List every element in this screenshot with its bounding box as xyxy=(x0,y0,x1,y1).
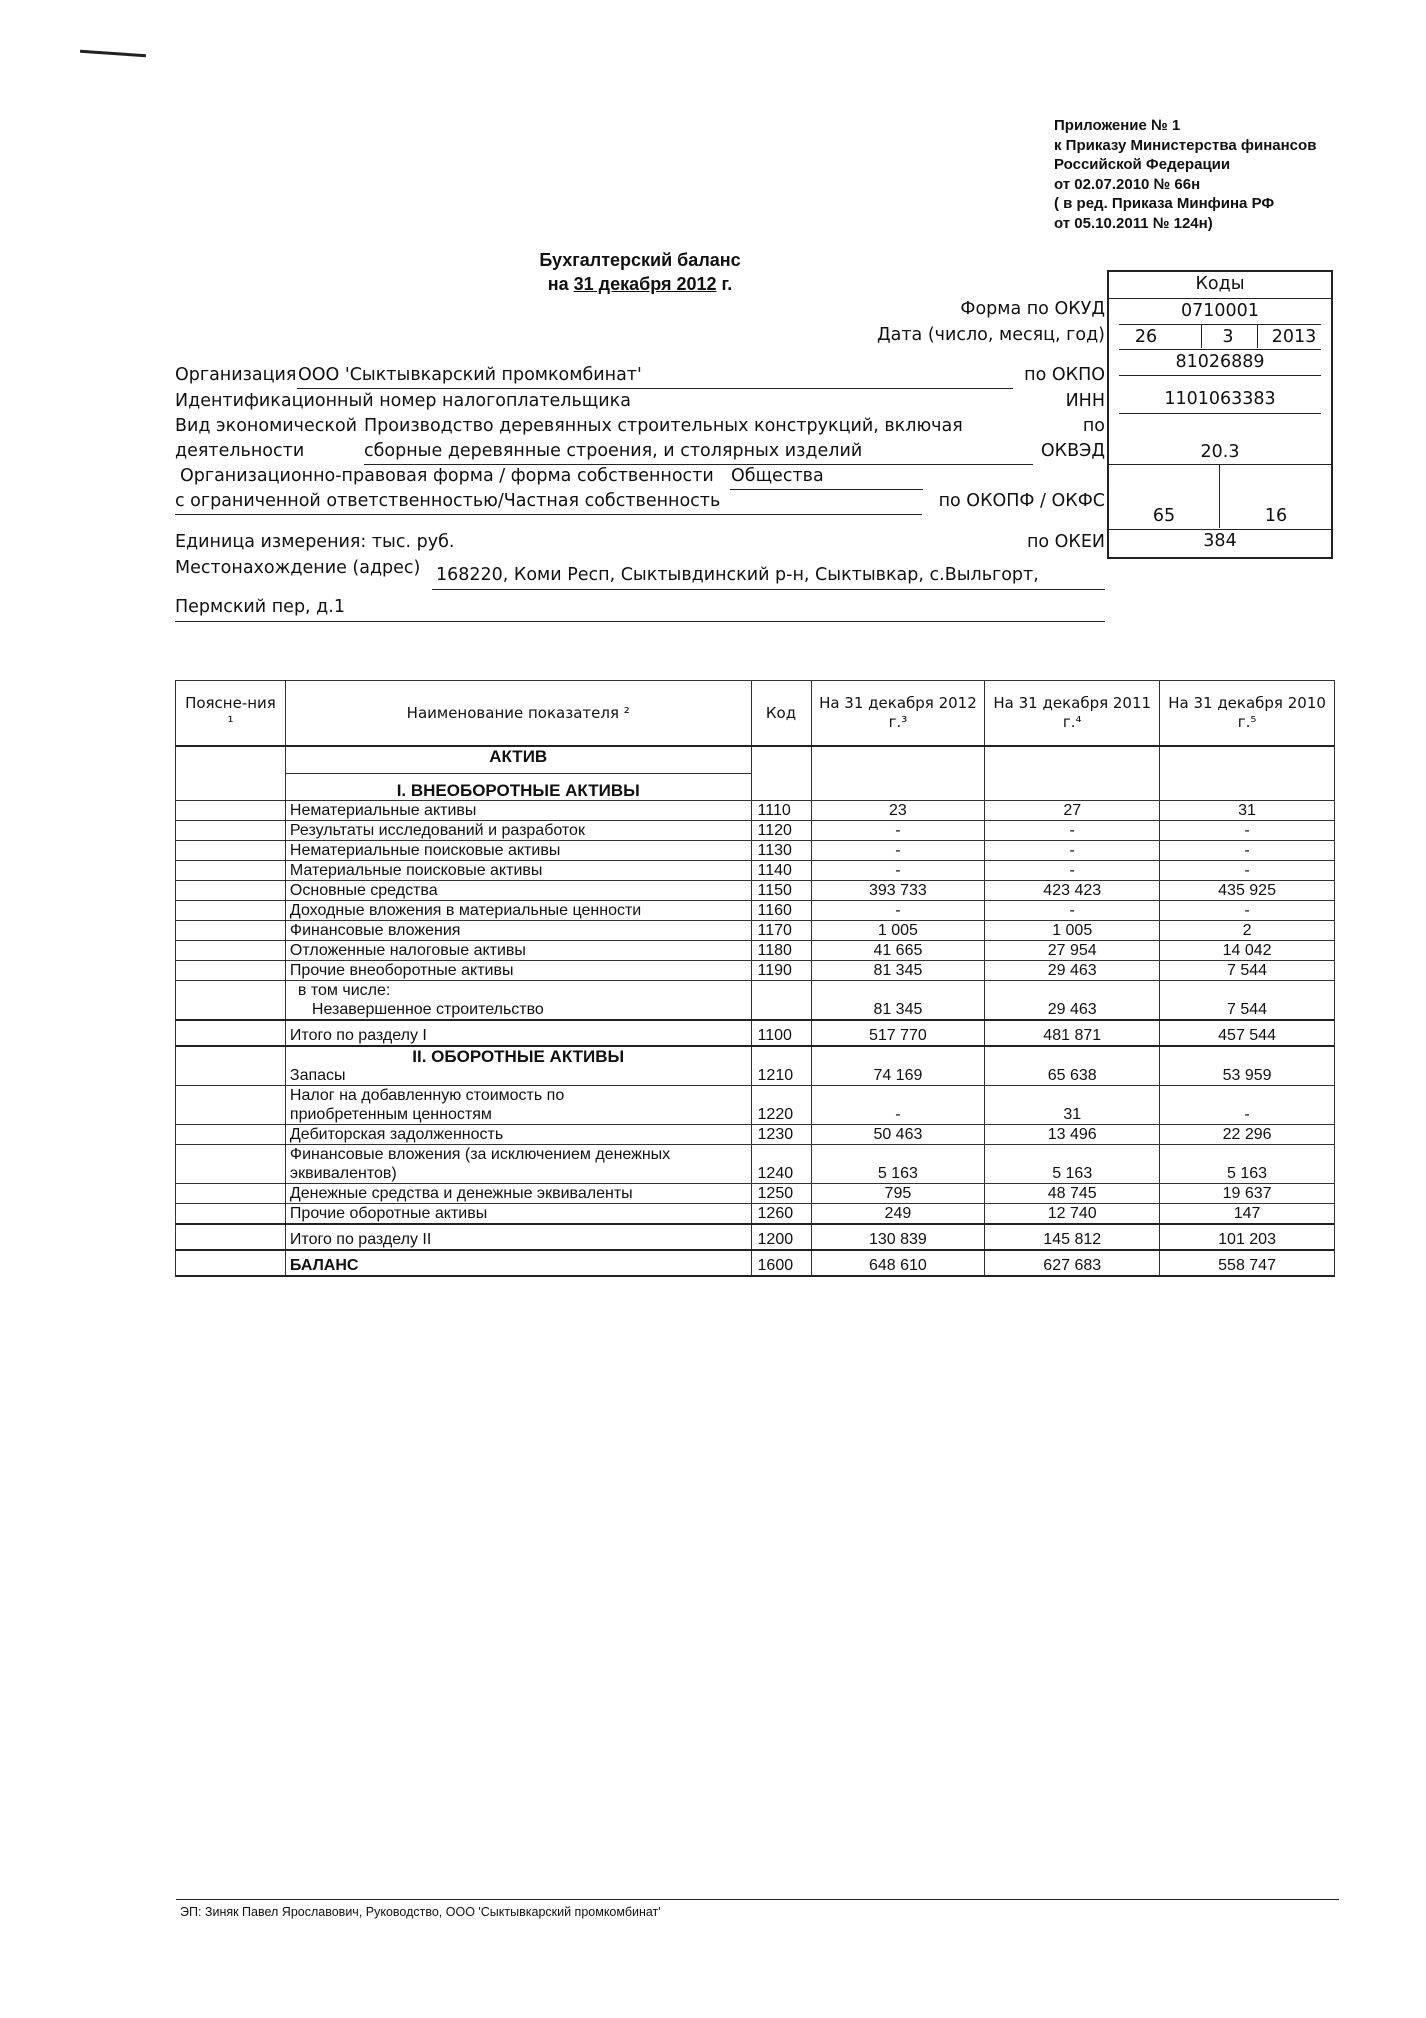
aktiv-heading: АКТИВ xyxy=(285,746,751,774)
title-date: 31 декабря 2012 xyxy=(573,274,717,294)
row-name: Отложенные налоговые активы xyxy=(285,941,751,961)
row-value-2010: - xyxy=(1160,841,1335,861)
activity-label: Вид экономической xyxy=(175,416,358,436)
total-row xyxy=(176,1224,1335,1250)
notes-cell xyxy=(176,841,286,861)
activity-value-2: сборные деревянные строения, и столярных изделий xyxy=(364,441,863,461)
codes-box xyxy=(1107,270,1333,559)
title-prefix: на xyxy=(547,274,574,294)
document-title xyxy=(460,248,820,296)
legal-underline xyxy=(730,489,923,490)
row-value-2012: 50 463 xyxy=(811,1125,985,1145)
notes-cell xyxy=(176,821,286,841)
table-header-row xyxy=(176,681,1335,747)
unit-label: Единица измерения: тыс. руб. xyxy=(175,532,455,552)
header-code: Код xyxy=(751,681,811,747)
org-name: ООО 'Сыктывкарский промкомбинат' xyxy=(298,365,642,385)
row-value-2012: 393 733 xyxy=(811,881,985,901)
row-value-2012: 1 005 xyxy=(811,921,985,941)
header-2012: На 31 декабря 2012 г.³ xyxy=(811,681,985,747)
row-value-2012: - xyxy=(811,841,985,861)
row-code: 1140 xyxy=(751,861,811,881)
okved-label: ОКВЭД xyxy=(1040,441,1105,461)
row-value-2012: 648 610 xyxy=(811,1250,985,1276)
row-value-2012: 517 770 xyxy=(811,1020,985,1046)
row-value-2011: 12 740 xyxy=(985,1204,1160,1225)
row-value-2012: 81 345 xyxy=(811,981,985,1021)
row-value-2011: 627 683 xyxy=(985,1250,1160,1276)
okud-label: Форма по ОКУД xyxy=(960,299,1105,319)
row-code: 1600 xyxy=(751,1250,811,1276)
row-value-2011: 27 954 xyxy=(985,941,1160,961)
row-name xyxy=(285,981,751,1021)
row-code: 1220 xyxy=(751,1086,811,1125)
row-value-2011: 29 463 xyxy=(985,981,1160,1021)
row-value-2010: - xyxy=(1160,901,1335,921)
row-name: Результаты исследований и разработок xyxy=(285,821,751,841)
row-value-2011: 48 745 xyxy=(985,1184,1160,1204)
activity-value: Производство деревянных строительных конструкций, включая xyxy=(364,416,963,436)
row-value-2011: - xyxy=(985,901,1160,921)
divider xyxy=(1219,464,1220,528)
table-row xyxy=(176,1184,1335,1204)
row-value-2010: - xyxy=(1160,821,1335,841)
okei-label: по ОКЕИ xyxy=(1026,532,1105,552)
balance-table xyxy=(175,680,1335,1277)
row-name: Доходные вложения в материальные ценности xyxy=(285,901,751,921)
row-value-2011: 481 871 xyxy=(985,1020,1160,1046)
row-value-2010: 14 042 xyxy=(1160,941,1335,961)
okpo-label: по ОКПО xyxy=(1024,365,1105,385)
notes-cell xyxy=(176,1184,286,1204)
okopf-label: по ОКОПФ / ОКФС xyxy=(938,491,1105,511)
row-code: 1250 xyxy=(751,1184,811,1204)
row-name: Денежные средства и денежные эквиваленты xyxy=(285,1184,751,1204)
activity-label-2: деятельности xyxy=(175,441,305,461)
address-underline-2 xyxy=(175,621,1105,622)
row-code xyxy=(751,981,811,1021)
notes-cell xyxy=(176,981,286,1021)
footer-divider xyxy=(176,1899,1339,1900)
divider xyxy=(1109,529,1331,530)
row-code: 1180 xyxy=(751,941,811,961)
row-value-2011: 27 xyxy=(985,801,1160,821)
notes-cell xyxy=(176,901,286,921)
address-value-2: Пермский пер, д.1 xyxy=(175,597,345,617)
org-label: Организация xyxy=(175,365,297,385)
address-underline xyxy=(432,589,1105,590)
table-row xyxy=(176,861,1335,881)
inn-code-label: ИНН xyxy=(1065,391,1105,411)
row-value-2010: 2 xyxy=(1160,921,1335,941)
legal-underline-2 xyxy=(175,514,922,515)
row-name: Дебиторская задолженность xyxy=(285,1125,751,1145)
row-value-2011: - xyxy=(985,861,1160,881)
row-name: БАЛАНС xyxy=(285,1250,751,1276)
row-value-2012: - xyxy=(811,1086,985,1125)
org-underline xyxy=(297,388,1013,389)
table-row xyxy=(176,941,1335,961)
legal-form-value: Общества xyxy=(731,466,824,486)
notes-cell xyxy=(176,1204,286,1225)
row-name: Основные средства xyxy=(285,881,751,901)
notes-cell xyxy=(176,1224,286,1250)
divider xyxy=(1109,464,1331,465)
notes-cell xyxy=(176,1145,286,1184)
table-row xyxy=(176,1046,1335,1086)
divider xyxy=(1119,349,1321,350)
row-name: Материальные поисковые активы xyxy=(285,861,751,881)
row-name: Финансовые вложения xyxy=(285,921,751,941)
row-value-2010: - xyxy=(1160,861,1335,881)
okfs-value: 16 xyxy=(1264,506,1288,526)
appendix-line: от 02.07.2010 № 66н xyxy=(1054,175,1201,193)
pen-mark xyxy=(80,50,146,58)
row-name: Прочие внеоборотные активы xyxy=(285,961,751,981)
row-value-2012: 74 169 xyxy=(811,1046,985,1086)
row-value-2011: 13 496 xyxy=(985,1125,1160,1145)
row-value-2012: 23 xyxy=(811,801,985,821)
notes-cell xyxy=(176,861,286,881)
row-value-2010: 53 959 xyxy=(1160,1046,1335,1086)
table-row xyxy=(176,801,1335,821)
table-row xyxy=(176,1086,1335,1125)
row-name: Нематериальные поисковые активы xyxy=(285,841,751,861)
notes-cell xyxy=(176,1046,286,1086)
header-2011: На 31 декабря 2011 г.⁴ xyxy=(985,681,1160,747)
row-value-2012: 249 xyxy=(811,1204,985,1225)
table-row xyxy=(176,881,1335,901)
okved-label-top: по xyxy=(1082,416,1105,436)
value-cell xyxy=(1160,746,1335,801)
row-name: Итого по разделу II xyxy=(285,1224,751,1250)
row-name: Итого по разделу I xyxy=(285,1020,751,1046)
date-day: 26 xyxy=(1134,327,1158,347)
row-value-2010: 147 xyxy=(1160,1204,1335,1225)
row-value-2010: 457 544 xyxy=(1160,1020,1335,1046)
header-2010: На 31 декабря 2010 г.⁵ xyxy=(1160,681,1335,747)
row-value-2012: - xyxy=(811,901,985,921)
inn-value: 1101063383 xyxy=(1164,389,1276,409)
table-row xyxy=(176,1145,1335,1184)
row-name: Прочие оборотные активы xyxy=(285,1204,751,1225)
table-row xyxy=(176,921,1335,941)
row-code: 1160 xyxy=(751,901,811,921)
divider xyxy=(1119,324,1321,325)
codes-header: Коды xyxy=(1195,274,1245,294)
appendix-line: ( в ред. Приказа Минфина РФ xyxy=(1054,195,1275,212)
address-value: 168220, Коми Респ, Сыктывдинский р-н, Сыктывкар, с.Выльгорт, xyxy=(436,565,1039,585)
row-name: Налог на добавленную стоимость по приобретенным ценностям xyxy=(285,1086,751,1125)
inn-label: Идентификационный номер налогоплательщика xyxy=(175,391,631,411)
table-row xyxy=(176,1204,1335,1225)
row-value-2010: 435 925 xyxy=(1160,881,1335,901)
row-value-2010: 22 296 xyxy=(1160,1125,1335,1145)
divider xyxy=(1119,413,1321,414)
code-cell xyxy=(751,746,811,801)
row-code: 1150 xyxy=(751,881,811,901)
notes-cell xyxy=(176,961,286,981)
table-row xyxy=(176,841,1335,861)
row-code: 1260 xyxy=(751,1204,811,1225)
row-value-2010: 19 637 xyxy=(1160,1184,1335,1204)
section1-heading: I. ВНЕОБОРОТНЫЕ АКТИВЫ xyxy=(285,774,751,801)
row-code: 1230 xyxy=(751,1125,811,1145)
okud-value: 0710001 xyxy=(1181,301,1259,321)
divider xyxy=(1109,298,1331,299)
table-row xyxy=(176,901,1335,921)
row-value-2011: 423 423 xyxy=(985,881,1160,901)
row-value-2012: 41 665 xyxy=(811,941,985,961)
table-row xyxy=(176,981,1335,1021)
activity-underline xyxy=(364,464,1033,465)
date-label: Дата (число, месяц, год) xyxy=(876,325,1105,345)
table-row xyxy=(176,961,1335,981)
row-code: 1210 xyxy=(751,1046,811,1086)
legal-form-value-2: с ограниченной ответственностью/Частная собственность xyxy=(175,491,721,511)
notes-cell xyxy=(176,881,286,901)
incl-label: в том числе: xyxy=(297,982,391,999)
row-value-2011: - xyxy=(985,841,1160,861)
divider xyxy=(1257,324,1258,348)
okpo-value: 81026889 xyxy=(1175,352,1265,372)
balance-row xyxy=(176,1250,1335,1276)
row-value-2010: 5 163 xyxy=(1160,1145,1335,1184)
row-value-2012: 81 345 xyxy=(811,961,985,981)
okved-value: 20.3 xyxy=(1200,442,1240,462)
row-value-2011: 145 812 xyxy=(985,1224,1160,1250)
header-name: Наименование показателя ² xyxy=(285,681,751,747)
notes-cell xyxy=(176,1250,286,1276)
row-name-text: Запасы xyxy=(289,1067,346,1084)
row-value-2010: 31 xyxy=(1160,801,1335,821)
row-value-2012: 130 839 xyxy=(811,1224,985,1250)
title-date-line xyxy=(460,272,820,296)
row-value-2011: 65 638 xyxy=(985,1046,1160,1086)
header-notes: Поясне-ния ¹ xyxy=(176,681,286,747)
value-cell xyxy=(985,746,1160,801)
row-code: 1200 xyxy=(751,1224,811,1250)
row-code: 1110 xyxy=(751,801,811,821)
row-name: Финансовые вложения (за исключением денежных эквивалентов) xyxy=(285,1145,751,1184)
signature-footer: ЭП: Зиняк Павел Ярославович, Руководство, ООО 'Сыктывкарский промкомбинат' xyxy=(180,1905,661,1919)
appendix-note xyxy=(1054,116,1316,233)
notes-cell xyxy=(176,1125,286,1145)
row-value-2012: 795 xyxy=(811,1184,985,1204)
appendix-line: от 05.10.2011 № 124н) xyxy=(1054,214,1213,232)
row-value-2010: 7 544 xyxy=(1160,961,1335,981)
table-row xyxy=(176,821,1335,841)
incl-item: Незавершенное строительство xyxy=(311,1001,544,1018)
appendix-line: Приложение № 1 xyxy=(1054,117,1181,134)
table-row xyxy=(176,1125,1335,1145)
total-row xyxy=(176,1020,1335,1046)
divider xyxy=(1119,375,1321,376)
notes-cell xyxy=(176,941,286,961)
row-name xyxy=(285,1046,751,1086)
notes-cell xyxy=(176,921,286,941)
row-value-2011: 29 463 xyxy=(985,961,1160,981)
row-code: 1130 xyxy=(751,841,811,861)
row-name: Нематериальные активы xyxy=(285,801,751,821)
row-value-2010: 7 544 xyxy=(1160,981,1335,1021)
row-value-2012: - xyxy=(811,821,985,841)
address-label: Местонахождение (адрес) xyxy=(175,558,421,578)
row-value-2010: 101 203 xyxy=(1160,1224,1335,1250)
legal-form-label: Организационно-правовая форма / форма собственности xyxy=(180,466,714,486)
row-code: 1240 xyxy=(751,1145,811,1184)
row-value-2011: 5 163 xyxy=(985,1145,1160,1184)
section-row xyxy=(176,746,1335,774)
notes-cell xyxy=(176,746,286,801)
row-value-2012: - xyxy=(811,861,985,881)
notes-cell xyxy=(176,1086,286,1125)
row-value-2010: - xyxy=(1160,1086,1335,1125)
title-suffix: г. xyxy=(716,274,733,294)
notes-cell xyxy=(176,801,286,821)
row-code: 1190 xyxy=(751,961,811,981)
row-value-2011: 31 xyxy=(985,1086,1160,1125)
value-cell xyxy=(811,746,985,801)
row-value-2010: 558 747 xyxy=(1160,1250,1335,1276)
date-year: 2013 xyxy=(1271,327,1317,347)
section2-heading: II. ОБОРОТНЫЕ АКТИВЫ xyxy=(412,1047,625,1066)
notes-cell xyxy=(176,1020,286,1046)
appendix-line: к Приказу Министерства финансов xyxy=(1054,136,1317,154)
title-line: Бухгалтерский баланс xyxy=(539,250,741,270)
row-code: 1100 xyxy=(751,1020,811,1046)
row-code: 1120 xyxy=(751,821,811,841)
appendix-line: Российской Федерации xyxy=(1054,156,1231,173)
row-value-2011: - xyxy=(985,821,1160,841)
date-month: 3 xyxy=(1222,327,1234,347)
okei-value: 384 xyxy=(1203,531,1237,551)
row-value-2012: 5 163 xyxy=(811,1145,985,1184)
row-code: 1170 xyxy=(751,921,811,941)
row-value-2011: 1 005 xyxy=(985,921,1160,941)
okopf-value: 65 xyxy=(1152,506,1176,526)
